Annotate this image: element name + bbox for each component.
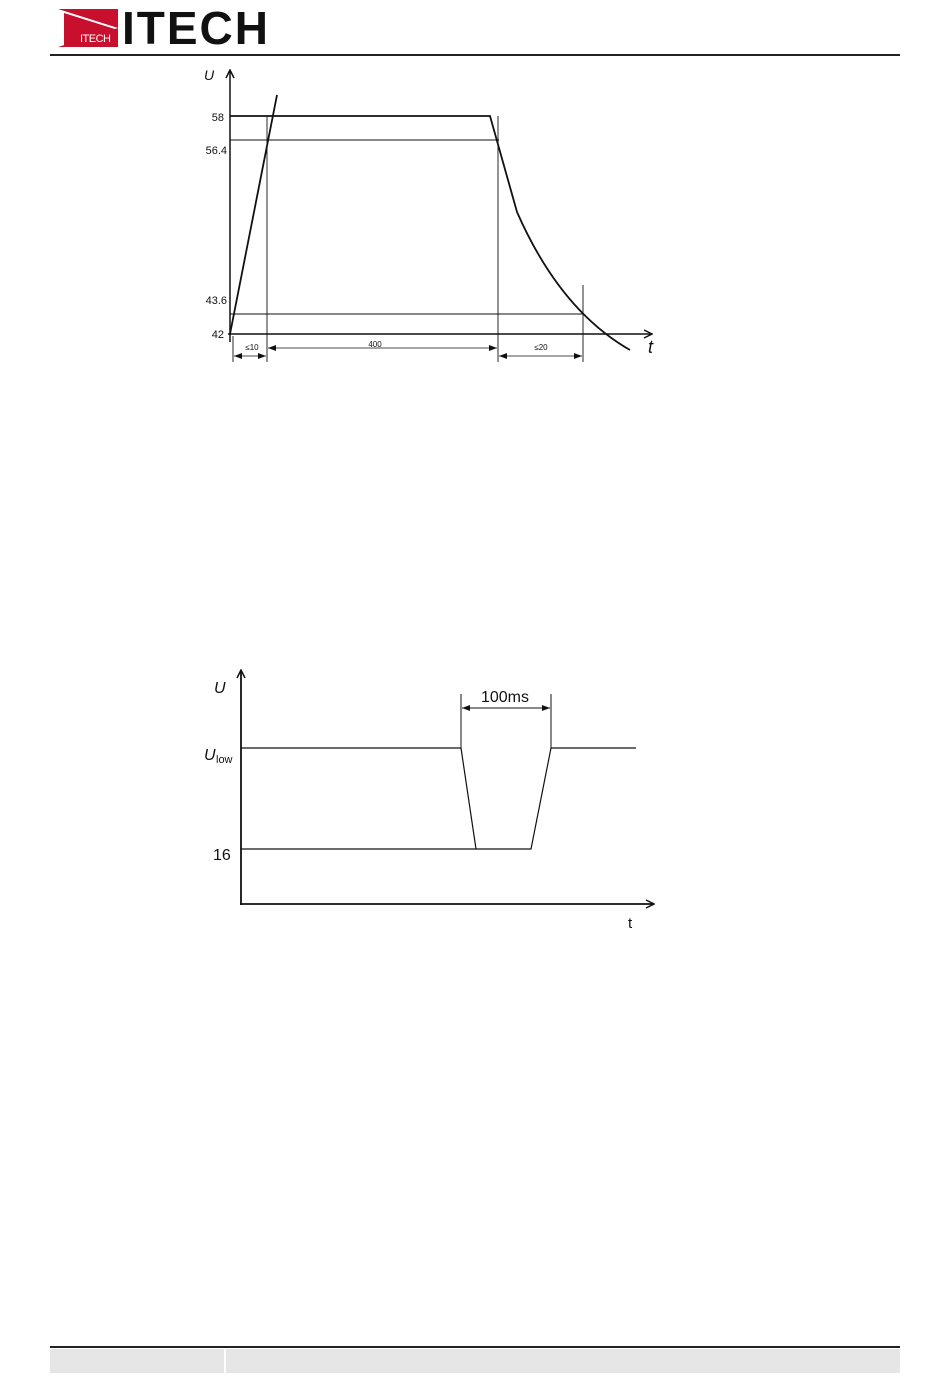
- d2-level-16-label: 16: [213, 847, 231, 864]
- d1-rise-edge: [230, 95, 277, 334]
- footer-divider: [224, 1349, 226, 1373]
- diagram-1: [204, 67, 654, 362]
- d1-tick-43-6: 43.6: [205, 295, 227, 307]
- d1-tick-56-4: 56.4: [205, 145, 227, 157]
- diagram-2: [204, 670, 654, 932]
- d2-y-axis-label: U: [214, 680, 226, 697]
- logo-small-text: ITECH: [80, 33, 111, 45]
- d1-dim-label-3: ≤20: [534, 343, 548, 352]
- footer-rule: [50, 1346, 900, 1348]
- logo-text: ITECH: [122, 2, 270, 54]
- d1-dim-label-2: 400: [368, 340, 382, 349]
- footer-bar: [50, 1349, 900, 1373]
- d2-x-axis-label: t: [628, 915, 633, 932]
- d2-duration-label: 100ms: [480, 689, 530, 706]
- d2-ulow-label: U: [204, 747, 216, 764]
- d1-y-axis-label: U: [204, 67, 215, 83]
- d1-x-axis-label: t: [648, 337, 654, 357]
- d2-waveform: [241, 748, 636, 849]
- d1-dim-label-1: ≤10: [245, 343, 259, 352]
- d1-tick-58: 58: [211, 112, 224, 124]
- d2-ulow-subscript: low: [216, 754, 233, 766]
- d1-tick-42: 42: [211, 329, 224, 341]
- d1-waveform: [230, 116, 630, 350]
